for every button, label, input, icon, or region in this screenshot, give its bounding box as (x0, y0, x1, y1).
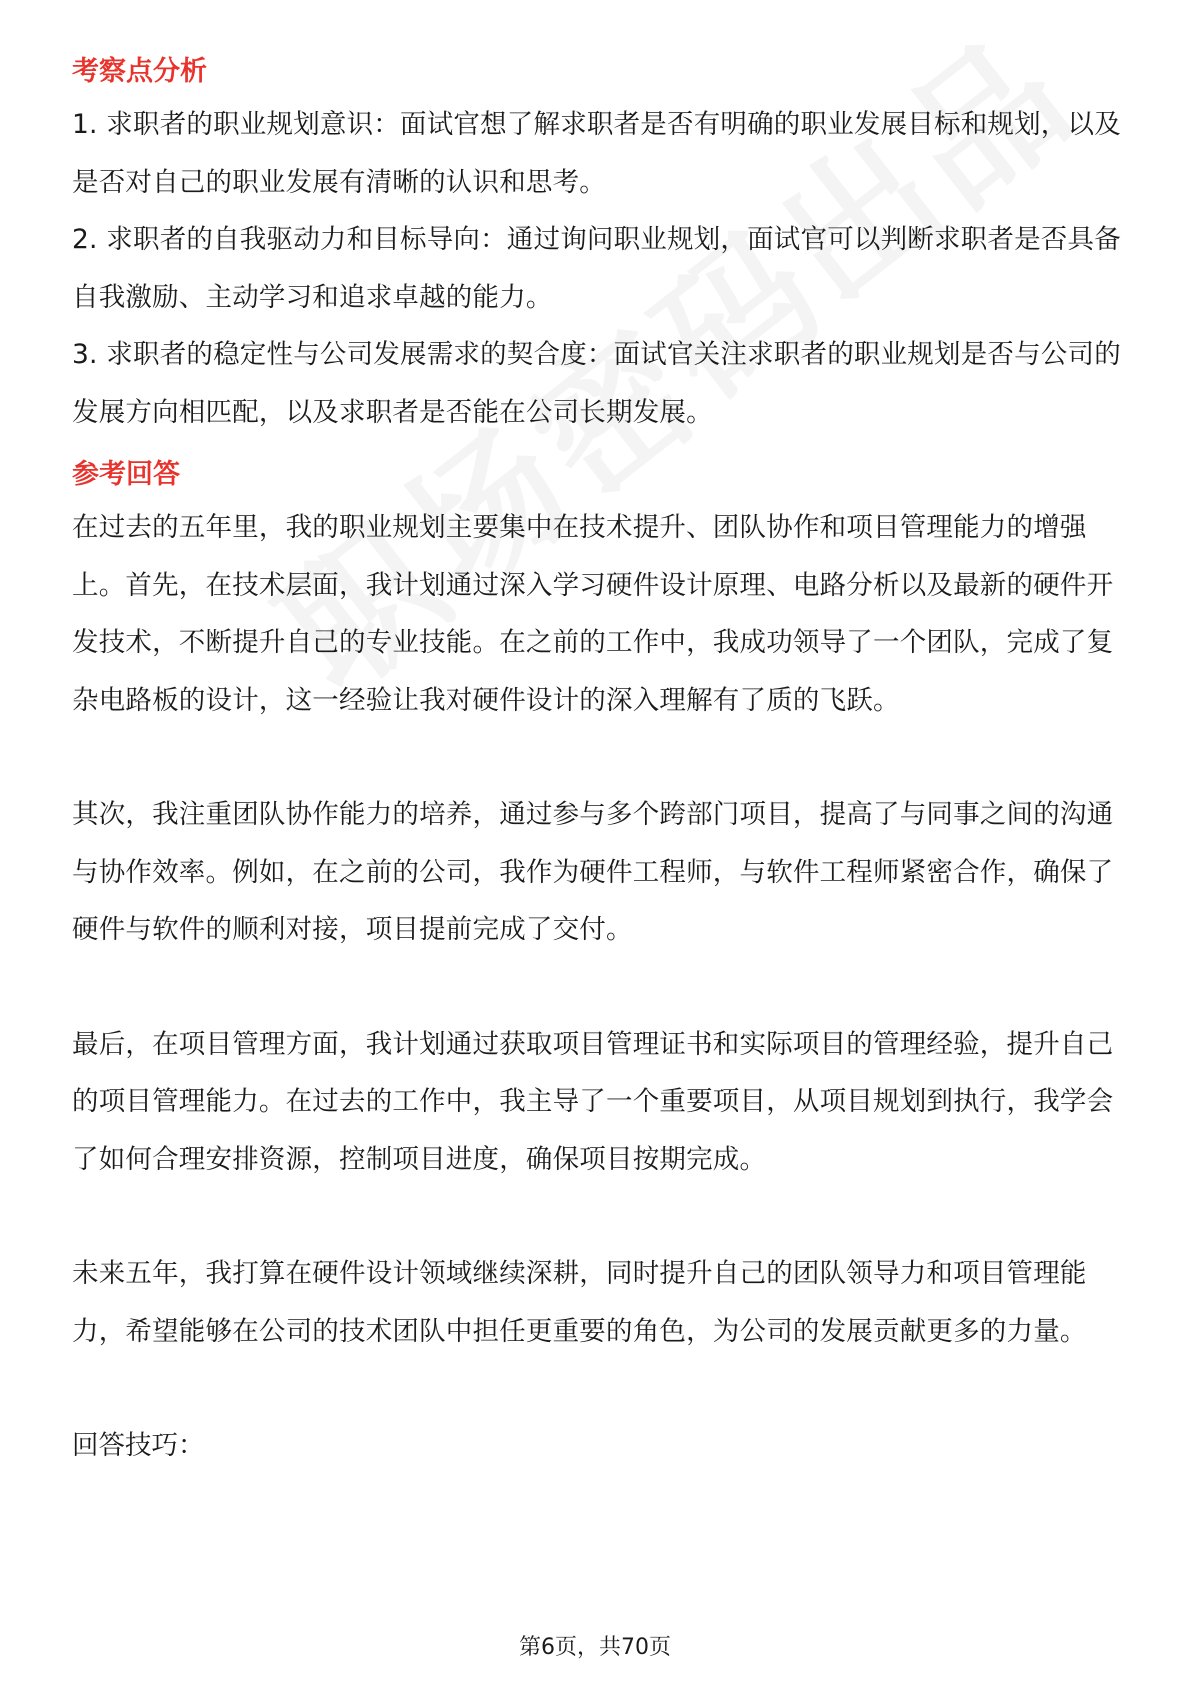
analysis-point-3: 3. 求职者的稳定性与公司发展需求的契合度：面试官关注求职者的职业规划是否与公司的发展方向相匹配，以及求职者是否能在公司长期发展。 (72, 339, 1121, 428)
spacer (72, 729, 1122, 786)
analysis-heading: 考察点分析 (72, 56, 207, 87)
tips-label: 回答技巧： (72, 1430, 205, 1461)
answer-paragraph-4: 未来五年，我打算在硬件设计领域继续深耕，同时提升自己的团队领导力和项目管理能力，希望能够在公司的技术团队中担任更重要的角色，为公司的发展贡献更多的力量。 (72, 1258, 1087, 1347)
page-number-footer: 第6页，共70页 (519, 1635, 671, 1660)
answer-paragraph-3: 最后，在项目管理方面，我计划通过获取项目管理证书和实际项目的管理经验，提升自己的项目管理能力。在过去的工作中，我主导了一个重要项目，从项目规划到执行，我学会了如何合理安排资源，控制项目进度，确保项目按期完成。 (72, 1028, 1114, 1175)
spacer (72, 1188, 1122, 1245)
answer-paragraph-1: 在过去的五年里，我的职业规划主要集中在技术提升、团队协作和项目管理能力的增强上。首先，在技术层面，我计划通过深入学习硬件设计原理、电路分析以及最新的硬件开发技术，不断提升自己的专业技能。在之前的工作中，我成功领导了一个团队，完成了复杂电路板的设计，这一经验让我对硬件设计的深入理解有了质的飞跃。 (72, 512, 1114, 716)
analysis-point-1: 1. 求职者的职业规划意识：面试官想了解求职者是否有明确的职业发展目标和规划，以及是否对自己的职业发展有清晰的认识和思考。 (72, 109, 1121, 198)
page-content (72, 48, 1122, 1475)
analysis-point-2: 2. 求职者的自我驱动力和目标导向：通过询问职业规划，面试官可以判断求职者是否具备自我激励、主动学习和追求卓越的能力。 (72, 224, 1121, 313)
spacer (72, 959, 1122, 1016)
answer-paragraph-2: 其次，我注重团队协作能力的培养，通过参与多个跨部门项目，提高了与同事之间的沟通与协作效率。例如，在之前的公司，我作为硬件工程师，与软件工程师紧密合作，确保了硬件与软件的顺利对接，项目提前完成了交付。 (72, 799, 1114, 945)
spacer (72, 1360, 1122, 1417)
answer-heading: 参考回答 (72, 459, 180, 490)
spacer (72, 441, 1122, 451)
